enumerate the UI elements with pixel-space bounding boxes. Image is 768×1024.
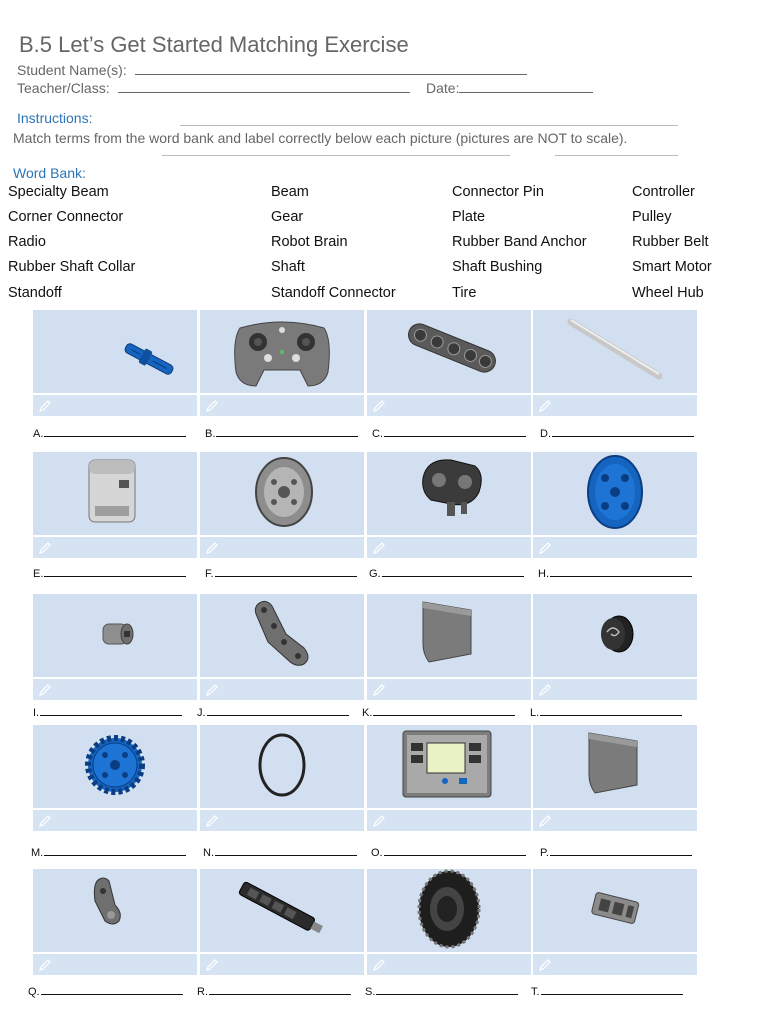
answer-line[interactable] bbox=[40, 706, 182, 716]
rubber-belt-icon bbox=[200, 725, 364, 807]
tile-caption-strip bbox=[33, 677, 197, 700]
answer-field[interactable] bbox=[197, 985, 351, 998]
answer-line[interactable] bbox=[44, 846, 186, 856]
teacher-class-line[interactable] bbox=[118, 80, 410, 93]
tile-caption-strip bbox=[533, 952, 697, 975]
answer-line[interactable] bbox=[207, 706, 349, 716]
answer-letter: O. bbox=[371, 847, 383, 859]
answer-line[interactable] bbox=[44, 567, 186, 577]
answer-letter: D. bbox=[540, 428, 551, 440]
tile-caption-strip bbox=[367, 808, 531, 831]
tile-caption-strip bbox=[200, 535, 364, 558]
answer-letter: C. bbox=[372, 428, 383, 440]
picture-tile bbox=[533, 725, 697, 831]
answer-field[interactable] bbox=[203, 846, 357, 859]
tile-caption-strip bbox=[33, 952, 197, 975]
answer-field[interactable] bbox=[372, 427, 526, 440]
answer-letter: E. bbox=[33, 568, 44, 580]
picture-tile bbox=[367, 452, 531, 558]
tile-caption-strip bbox=[533, 808, 697, 831]
word-bank-label: Word Bank: bbox=[13, 165, 86, 181]
answer-line[interactable] bbox=[552, 427, 694, 437]
word-bank-item: Shaft bbox=[271, 259, 305, 275]
rubber-shaft-collar-icon bbox=[533, 594, 697, 676]
answer-field[interactable] bbox=[369, 567, 524, 580]
answer-line[interactable] bbox=[540, 706, 682, 716]
answer-line[interactable] bbox=[550, 846, 692, 856]
answer-field[interactable] bbox=[28, 985, 183, 998]
worksheet-title: B.5 Let’s Get Started Matching Exercise bbox=[19, 32, 409, 57]
word-bank-item: Wheel Hub bbox=[632, 285, 704, 301]
tile-caption-strip bbox=[367, 393, 531, 416]
answer-letter: A. bbox=[33, 428, 44, 440]
picture-tile bbox=[533, 869, 697, 975]
answer-field[interactable] bbox=[365, 985, 518, 998]
tile-caption-strip bbox=[33, 808, 197, 831]
picture-tile bbox=[367, 310, 531, 416]
answer-letter: G. bbox=[369, 568, 381, 580]
word-bank-item: Rubber Shaft Collar bbox=[8, 259, 136, 275]
shaft-icon bbox=[533, 310, 697, 392]
tile-caption-strip bbox=[33, 535, 197, 558]
answer-line[interactable] bbox=[209, 985, 351, 995]
smart-motor-icon bbox=[33, 452, 197, 534]
word-bank-item: Connector Pin bbox=[452, 184, 544, 200]
picture-tile bbox=[533, 594, 697, 700]
tile-caption-strip bbox=[200, 952, 364, 975]
word-bank-item: Controller bbox=[632, 184, 695, 200]
divider-line bbox=[180, 125, 678, 126]
answer-field[interactable] bbox=[540, 427, 694, 440]
answer-field[interactable] bbox=[531, 985, 683, 998]
picture-tile bbox=[33, 869, 197, 975]
word-bank-item: Pulley bbox=[632, 209, 672, 225]
tile-caption-strip bbox=[533, 393, 697, 416]
picture-tile bbox=[367, 869, 531, 975]
student-name-field[interactable] bbox=[17, 62, 527, 78]
picture-tile bbox=[33, 594, 197, 700]
answer-line[interactable] bbox=[215, 567, 357, 577]
picture-tile bbox=[200, 869, 364, 975]
answer-letter: F. bbox=[205, 568, 214, 580]
answer-letter: Q. bbox=[28, 986, 40, 998]
answer-line[interactable] bbox=[44, 427, 186, 437]
picture-tile bbox=[200, 310, 364, 416]
tile-caption-strip bbox=[533, 535, 697, 558]
tile-caption-strip bbox=[533, 677, 697, 700]
answer-letter: H. bbox=[538, 568, 549, 580]
answer-line[interactable] bbox=[384, 846, 526, 856]
picture-tile bbox=[367, 594, 531, 700]
answer-field[interactable] bbox=[205, 567, 357, 580]
date-label: Date: bbox=[426, 80, 460, 96]
picture-tile bbox=[367, 725, 531, 831]
answer-field[interactable] bbox=[530, 706, 682, 719]
picture-tile bbox=[200, 452, 364, 558]
answer-field[interactable] bbox=[33, 427, 186, 440]
word-bank-item: Corner Connector bbox=[8, 209, 124, 225]
answer-letter: B. bbox=[205, 428, 216, 440]
picture-tile bbox=[33, 310, 197, 416]
standoff-icon bbox=[200, 869, 364, 951]
gear-icon bbox=[33, 725, 197, 807]
tile-caption-strip bbox=[33, 393, 197, 416]
student-name-line[interactable] bbox=[135, 62, 527, 75]
word-bank-item: Shaft Bushing bbox=[452, 259, 543, 275]
answer-field[interactable] bbox=[362, 706, 515, 719]
picture-tile bbox=[200, 594, 364, 700]
corner-connector-icon bbox=[33, 869, 197, 951]
answer-field[interactable] bbox=[538, 567, 692, 580]
word-bank-item: Rubber Belt bbox=[632, 234, 709, 250]
picture-tile bbox=[533, 452, 697, 558]
teacher-class-label: Teacher/Class: bbox=[17, 80, 110, 96]
divider-line bbox=[162, 155, 510, 156]
answer-letter: R. bbox=[197, 986, 208, 998]
answer-field[interactable] bbox=[33, 567, 186, 580]
answer-letter: L. bbox=[530, 707, 540, 719]
word-bank-item: Smart Motor bbox=[632, 259, 712, 275]
specialty-beam-icon bbox=[200, 594, 364, 676]
teacher-class-field[interactable] bbox=[17, 80, 410, 96]
word-bank-item: Plate bbox=[452, 209, 486, 225]
answer-line[interactable] bbox=[384, 427, 526, 437]
answer-letter: N. bbox=[203, 847, 214, 859]
word-bank-item: Gear bbox=[271, 209, 304, 225]
word-bank-item: Radio bbox=[8, 234, 46, 250]
picture-tile bbox=[533, 310, 697, 416]
answer-line[interactable] bbox=[215, 846, 357, 856]
answer-letter: K. bbox=[362, 707, 373, 719]
date-field[interactable] bbox=[426, 80, 593, 96]
answer-line[interactable] bbox=[382, 567, 524, 577]
answer-letter: I. bbox=[33, 707, 40, 719]
tile-caption-strip bbox=[367, 677, 531, 700]
answer-letter: M. bbox=[31, 847, 44, 859]
answer-line[interactable] bbox=[216, 427, 358, 437]
plate-icon bbox=[533, 725, 697, 807]
wheel-hub-icon bbox=[533, 452, 697, 534]
answer-letter: S. bbox=[365, 986, 376, 998]
answer-line[interactable] bbox=[376, 985, 518, 995]
picture-tile bbox=[33, 725, 197, 831]
word-bank-item: Tire bbox=[452, 285, 477, 301]
answer-field[interactable] bbox=[197, 706, 349, 719]
answer-letter: P. bbox=[540, 847, 549, 859]
rubber-band-anchor-icon bbox=[367, 452, 531, 534]
answer-field[interactable] bbox=[205, 427, 358, 440]
tile-caption-strip bbox=[200, 393, 364, 416]
answer-field[interactable] bbox=[540, 846, 692, 859]
student-name-label: Student Name(s): bbox=[17, 62, 127, 78]
divider-line bbox=[555, 155, 678, 156]
tile-caption-strip bbox=[367, 952, 531, 975]
answer-field[interactable] bbox=[371, 846, 526, 859]
word-bank-item: Specialty Beam bbox=[8, 184, 109, 200]
tile-caption-strip bbox=[367, 535, 531, 558]
date-line[interactable] bbox=[459, 80, 593, 93]
answer-line[interactable] bbox=[373, 706, 515, 716]
beam-icon bbox=[367, 310, 531, 392]
controller-icon bbox=[200, 310, 364, 392]
word-bank-item: Standoff bbox=[8, 285, 62, 301]
word-bank-item: Rubber Band Anchor bbox=[452, 234, 587, 250]
answer-line[interactable] bbox=[550, 567, 692, 577]
shaft-bushing-icon bbox=[33, 594, 197, 676]
answer-field[interactable] bbox=[33, 706, 182, 719]
pulley-icon bbox=[200, 452, 364, 534]
picture-tile bbox=[200, 725, 364, 831]
plate-icon bbox=[367, 594, 531, 676]
connector-pin-icon bbox=[33, 310, 197, 392]
answer-letter: J. bbox=[197, 707, 206, 719]
word-bank-item: Beam bbox=[271, 184, 309, 200]
word-bank-item: Robot Brain bbox=[271, 234, 348, 250]
word-bank-item: Standoff Connector bbox=[271, 285, 396, 301]
instructions-text: Match terms from the word bank and label correctly below each picture (pictures are NOT to scale). bbox=[13, 130, 628, 146]
answer-line[interactable] bbox=[41, 985, 183, 995]
tile-caption-strip bbox=[200, 677, 364, 700]
robot-brain-icon bbox=[367, 725, 531, 807]
picture-tile bbox=[33, 452, 197, 558]
standoff-connector-icon bbox=[533, 869, 697, 951]
answer-letter: T. bbox=[531, 986, 540, 998]
answer-line[interactable] bbox=[541, 985, 683, 995]
instructions-label: Instructions: bbox=[17, 110, 93, 126]
tile-caption-strip bbox=[200, 808, 364, 831]
answer-field[interactable] bbox=[31, 846, 186, 859]
tire-icon bbox=[367, 869, 531, 951]
